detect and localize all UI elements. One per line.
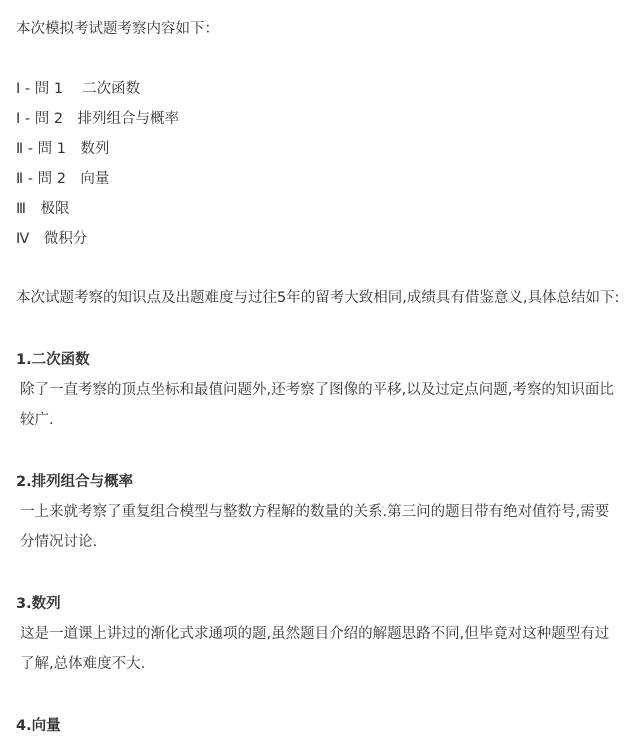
topic-list: [16, 74, 621, 254]
article-content: [16, 14, 621, 741]
section-heading: 2.排列组合与概率: [16, 474, 134, 490]
spacer: [16, 679, 621, 709]
section-body: 一上来就考察了重复组合模型与整数方程解的数量的关系.第三问的题目带有绝对值符号,需要分情况讨论.: [20, 504, 610, 550]
spacer: [16, 435, 621, 465]
summary-paragraph: 本次试题考察的知识点及出题难度与过往5年的留考大致相同,成绩具有借鉴意义,具体总结如下:: [16, 290, 620, 306]
section-heading: 4.向量: [16, 718, 61, 734]
topic-item: Ⅲ 极限: [16, 201, 70, 217]
section-heading: 1.二次函数: [16, 352, 90, 368]
spacer: [16, 313, 621, 343]
intro-text: 本次模拟考试题考察内容如下：: [16, 21, 219, 37]
section-body: 这是一道课上讲过的渐化式求通项的题,虽然题目介绍的解题思路不同,但毕竟对这种题型有过了解,总体难度不大.: [20, 626, 610, 672]
section-sequence: [16, 589, 621, 679]
topic-item: Ⅰ - 問 1 二次函数: [16, 81, 141, 97]
topic-item: Ⅱ - 問 2 向量: [16, 171, 110, 187]
topic-item: Ⅳ 微积分: [16, 231, 88, 247]
section-heading: 3.数列: [16, 596, 61, 612]
section-quadratic: [16, 345, 621, 435]
topic-item: Ⅰ - 問 2 排列组合与概率: [16, 111, 180, 127]
spacer: [16, 44, 621, 74]
section-vector: [16, 711, 621, 741]
section-body: 除了一直考察的顶点坐标和最值问题外,还考察了图像的平移,以及过定点问题,考察的知识面比较广.: [20, 382, 614, 428]
spacer: [16, 557, 621, 587]
section-combinatorics: [16, 467, 621, 557]
topic-item: Ⅱ - 問 1 数列: [16, 141, 110, 157]
spacer: [16, 254, 621, 284]
